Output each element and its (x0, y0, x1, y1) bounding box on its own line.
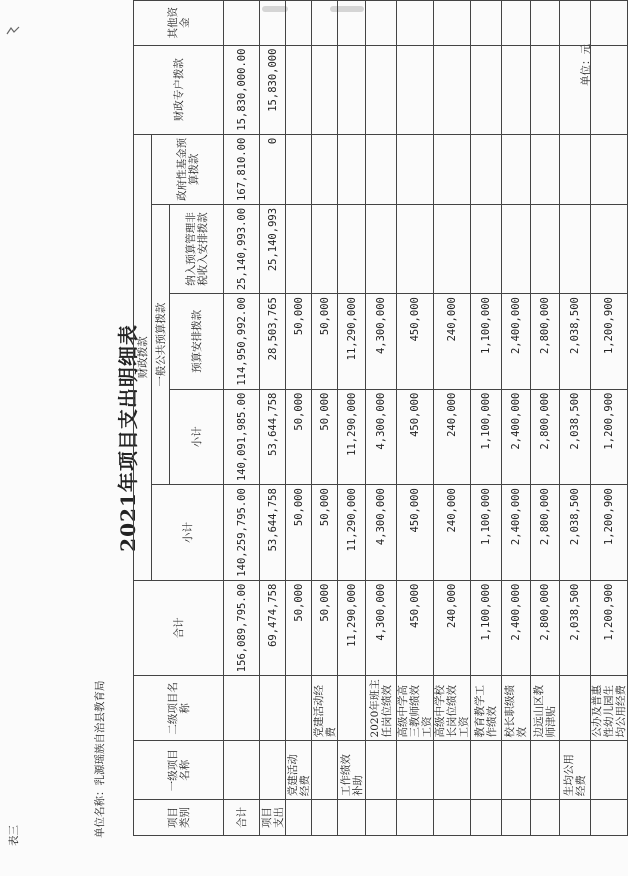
table-row (397, 1, 434, 836)
table-row (366, 1, 397, 836)
cell-fiscal-subtotal: 4,300,000 (366, 485, 397, 581)
cell-budget-arranged: 4,300,000 (366, 294, 397, 390)
cell-level2 (560, 676, 591, 741)
cell-level2: 公办及普惠性幼儿园生均公用经费 (591, 676, 628, 741)
cell-other (560, 1, 591, 46)
cell-level1 (224, 741, 260, 800)
cell-non-tax (366, 204, 397, 293)
cell-budget-arranged: 2,800,000 (531, 294, 560, 390)
cell-general-subtotal: 240,000 (434, 389, 471, 485)
cell-level1 (397, 741, 434, 800)
cell-general-subtotal: 53,644,758 (260, 389, 286, 485)
header-fiscal-subtotal: 小计 (152, 485, 224, 581)
cell-gov-fund (531, 134, 560, 204)
cell-non-tax: 25,140,993 (260, 204, 286, 293)
cell-non-tax (502, 204, 531, 293)
cell-other (286, 1, 312, 46)
cell-general-subtotal: 1,100,000 (471, 389, 502, 485)
cell-category: 合计 (224, 800, 260, 836)
cell-non-tax: 25,140,993.00 (224, 204, 260, 293)
cell-general-subtotal: 2,400,000 (502, 389, 531, 485)
cell-gov-fund (366, 134, 397, 204)
cell-non-tax (591, 204, 628, 293)
cell-other (338, 1, 366, 46)
cell-other (434, 1, 471, 46)
cell-budget-arranged: 2,038,500 (560, 294, 591, 390)
page-label: 表三 (8, 825, 20, 846)
cell-gov-fund (560, 134, 591, 204)
cell-level2 (224, 676, 260, 741)
cell-level1: 生均公用经费 (560, 741, 591, 800)
cell-level2: 教育教学工作绩效 (471, 676, 502, 741)
cell-fiscal-subtotal: 53,644,758 (260, 485, 286, 581)
cell-other (397, 1, 434, 46)
cell-special (471, 45, 502, 134)
cell-total: 11,290,000 (338, 580, 366, 676)
cell-level2: 校长职级绩效 (502, 676, 531, 741)
cell-special (312, 45, 338, 134)
unit-label: 单位：元 (580, 44, 592, 86)
cell-other (366, 1, 397, 46)
table-row (560, 1, 591, 836)
cell-level2 (286, 676, 312, 741)
cell-special: 15,830,000 (260, 45, 286, 134)
header-general-subtotal: 小计 (170, 389, 224, 485)
cell-level1 (531, 741, 560, 800)
cell-general-subtotal: 2,038,500 (560, 389, 591, 485)
cell-category (560, 800, 591, 836)
cell-level2: 边远山区教师津贴 (531, 676, 560, 741)
cell-special (591, 45, 628, 134)
header-category: 项目类别 (134, 800, 224, 836)
cell-other (502, 1, 531, 46)
cell-non-tax (338, 204, 366, 293)
cell-total: 1,100,000 (471, 580, 502, 676)
cell-special: 15,830,000.00 (224, 45, 260, 134)
cell-category: 项目支出 (260, 800, 286, 836)
cell-special (366, 45, 397, 134)
cell-gov-fund (338, 134, 366, 204)
cell-special (560, 45, 591, 134)
cell-level1: 党建活动经费 (286, 741, 312, 800)
cell-level1 (471, 741, 502, 800)
cell-category (531, 800, 560, 836)
cell-budget-arranged: 114,950,992.00 (224, 294, 260, 390)
cell-gov-fund (502, 134, 531, 204)
cell-non-tax (286, 204, 312, 293)
cell-fiscal-subtotal: 450,000 (397, 485, 434, 581)
cell-fiscal-subtotal: 11,290,000 (338, 485, 366, 581)
cell-gov-fund: 167,810.00 (224, 134, 260, 204)
cell-total: 240,000 (434, 580, 471, 676)
cell-other (260, 1, 286, 46)
table-row (312, 1, 338, 836)
cell-total: 50,000 (312, 580, 338, 676)
table-row (502, 1, 531, 836)
cell-non-tax (312, 204, 338, 293)
cell-total: 1,200,900 (591, 580, 628, 676)
header-gov-fund: 政府性基金预算拨款 (152, 134, 224, 204)
cell-other (312, 1, 338, 46)
cell-category (591, 800, 628, 836)
cell-general-subtotal: 1,200,900 (591, 389, 628, 485)
cell-category (471, 800, 502, 836)
cell-non-tax (560, 204, 591, 293)
cell-other (531, 1, 560, 46)
header-level1: 一级项目名称 (134, 741, 224, 800)
cell-category (312, 800, 338, 836)
table-row (224, 1, 260, 836)
cell-level1 (591, 741, 628, 800)
header-other: 其他资金 (134, 1, 224, 46)
cell-total: 2,800,000 (531, 580, 560, 676)
cell-budget-arranged: 450,000 (397, 294, 434, 390)
cell-budget-arranged: 240,000 (434, 294, 471, 390)
cell-total: 2,038,500 (560, 580, 591, 676)
cell-fiscal-subtotal: 50,000 (286, 485, 312, 581)
cell-total: 2,400,000 (502, 580, 531, 676)
cell-special (338, 45, 366, 134)
cell-gov-fund (471, 134, 502, 204)
header-budget-arranged: 预算安排拨款 (170, 294, 224, 390)
cell-special (397, 45, 434, 134)
cell-special (286, 45, 312, 134)
cell-gov-fund (312, 134, 338, 204)
table-row (260, 1, 286, 836)
unit-name: 单位名称：乳源瑶族自治县教育局 (94, 680, 106, 838)
cell-total: 69,474,758 (260, 580, 286, 676)
header-special: 财政专户拨款 (134, 45, 224, 134)
cell-gov-fund (286, 134, 312, 204)
cell-category (502, 800, 531, 836)
header-general-budget: 一般公共预算拨款 (152, 204, 170, 484)
cell-category (286, 800, 312, 836)
cell-total: 50,000 (286, 580, 312, 676)
cell-fiscal-subtotal: 1,100,000 (471, 485, 502, 581)
cell-general-subtotal: 11,290,000 (338, 389, 366, 485)
header-non-tax: 纳入预算管理非税收入安排拨款 (170, 204, 224, 293)
cell-total: 4,300,000 (366, 580, 397, 676)
cell-non-tax (397, 204, 434, 293)
cell-gov-fund: 0 (260, 134, 286, 204)
cell-fiscal-subtotal: 50,000 (312, 485, 338, 581)
cell-gov-fund (591, 134, 628, 204)
cell-fiscal-subtotal: 2,038,500 (560, 485, 591, 581)
cell-total: 156,089,795.00 (224, 580, 260, 676)
cell-other (591, 1, 628, 46)
cell-general-subtotal: 140,091,985.00 (224, 389, 260, 485)
cell-non-tax (434, 204, 471, 293)
cell-gov-fund (434, 134, 471, 204)
cell-budget-arranged: 50,000 (286, 294, 312, 390)
cell-category (366, 800, 397, 836)
cell-general-subtotal: 50,000 (312, 389, 338, 485)
cell-category (397, 800, 434, 836)
header-total: 合计 (134, 580, 224, 676)
cell-category (338, 800, 366, 836)
page-title: 2021年项目支出明细表 (116, 324, 140, 552)
cell-fiscal-subtotal: 2,800,000 (531, 485, 560, 581)
cell-level2 (260, 676, 286, 741)
cell-budget-arranged: 11,290,000 (338, 294, 366, 390)
table-row (531, 1, 560, 836)
cell-special (531, 45, 560, 134)
cell-general-subtotal: 450,000 (397, 389, 434, 485)
cell-total: 450,000 (397, 580, 434, 676)
cell-budget-arranged: 1,200,900 (591, 294, 628, 390)
cell-level1 (502, 741, 531, 800)
cell-category (434, 800, 471, 836)
cell-general-subtotal: 4,300,000 (366, 389, 397, 485)
cell-budget-arranged: 1,100,000 (471, 294, 502, 390)
cell-fiscal-subtotal: 2,400,000 (502, 485, 531, 581)
cell-general-subtotal: 2,800,000 (531, 389, 560, 485)
table-row (471, 1, 502, 836)
cell-level1 (366, 741, 397, 800)
cell-other (224, 1, 260, 46)
cell-level2 (338, 676, 366, 741)
cell-special (502, 45, 531, 134)
cell-level2: 高级中学校长岗位绩效工资 (434, 676, 471, 741)
cell-level2: 高级中学高三教师绩效工资 (397, 676, 434, 741)
expenditure-table (133, 0, 628, 836)
table-row (286, 1, 312, 836)
cell-non-tax (471, 204, 502, 293)
table-row (434, 1, 471, 836)
table-row (591, 1, 628, 836)
cell-level1 (260, 741, 286, 800)
cell-fiscal-subtotal: 1,200,900 (591, 485, 628, 581)
cell-budget-arranged: 28,503,765 (260, 294, 286, 390)
cell-level1: 工作绩效补助 (338, 741, 366, 800)
cell-non-tax (531, 204, 560, 293)
header-level2: 二级项目名称 (134, 676, 224, 741)
cell-gov-fund (397, 134, 434, 204)
table-row (338, 1, 366, 836)
cell-level2: 党建活动经费 (312, 676, 338, 741)
cell-fiscal-subtotal: 140,259,795.00 (224, 485, 260, 581)
cell-level1 (434, 741, 471, 800)
cell-budget-arranged: 2,400,000 (502, 294, 531, 390)
cell-level2: 2020年班主任岗位绩效 (366, 676, 397, 741)
cell-special (434, 45, 471, 134)
header-fiscal: 财政拨款 (134, 134, 152, 580)
cell-fiscal-subtotal: 240,000 (434, 485, 471, 581)
cell-level1 (312, 741, 338, 800)
cell-general-subtotal: 50,000 (286, 389, 312, 485)
cell-budget-arranged: 50,000 (312, 294, 338, 390)
cell-other (471, 1, 502, 46)
